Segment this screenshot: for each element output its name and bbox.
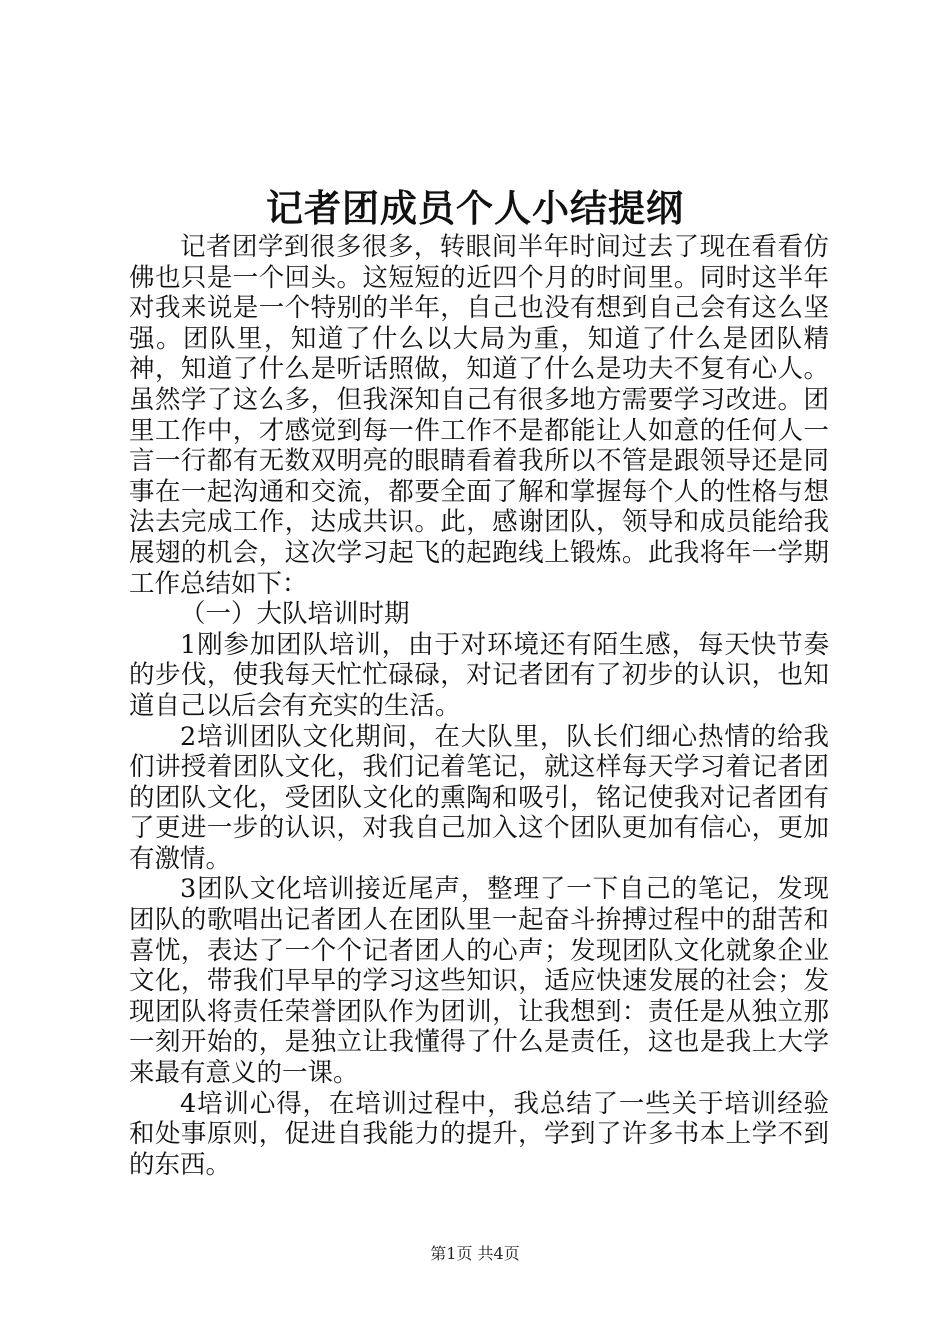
document-title: 记者团成员个人小结提纲 (266, 186, 684, 230)
document-body (129, 232, 829, 1180)
paragraph-item-1: 1刚参加团队培训，由于对环境还有陌生感，每天快节奏的步伐，使我每天忙忙碌碌，对记者团有了初步的认识，也知道自己以后会有充实的生活。 (129, 629, 829, 721)
page-footer: 第1页 共4页 (430, 1244, 520, 1263)
paragraph-intro: 记者团学到很多很多，转眼间半年时间过去了现在看看仿佛也只是一个回头。这短短的近四个月的时间里。同时这半年对我来说是一个特别的半年，自己也没有想到自己会有这么坚强。团队里，知道了什么以大局为重，知道了什么是团队精神，知道了什么是听话照做，知道了什么是功夫不复有心人。虽然学了这么多，但我深知自己有很多地方需要学习改进。团里工作中，才感觉到每一件工作不是都能让人如意的任何人一言一行都有无数双明亮的眼睛看着我所以不管是跟领导还是同事在一起沟通和交流，都要全面了解和掌握每个人的性格与想法去完成工作，达成共识。此，感谢团队，领导和成员能给我展翅的机会，这次学习起飞的起跑线上锻炼。此我将年一学期工作总结如下： (129, 232, 829, 599)
paragraph-item-2: 2培训团队文化期间，在大队里，队长们细心热情的给我们讲授着团队文化，我们记着笔记，就这样每天学习着记者团的团队文化，受团队文化的熏陶和吸引，铭记使我对记者团有了更进一步的认识，对我自己加入这个团队更加有信心，更加有激情。 (129, 721, 829, 874)
section-heading: （一）大队培训时期 (180, 599, 410, 630)
paragraph-item-3: 3团队文化培训接近尾声，整理了一下自己的笔记，发现团队的歌唱出记者团人在团队里一起奋斗拚搏过程中的甜苦和喜忧，表达了一个个记者团人的心声；发现团队文化就象企业文化，带我们早早的学习这些知识，适应快速发展的社会；发现团队将责任荣誉团队作为团训，让我想到：责任是从独立那一刻开始的，是独立让我懂得了什么是责任，这也是我上大学来最有意义的一课。 (129, 874, 829, 1089)
paragraph-item-4: 4培训心得，在培训过程中，我总结了一些关于培训经验和处事原则，促进自我能力的提升，学到了许多书本上学不到的东西。 (129, 1088, 829, 1180)
